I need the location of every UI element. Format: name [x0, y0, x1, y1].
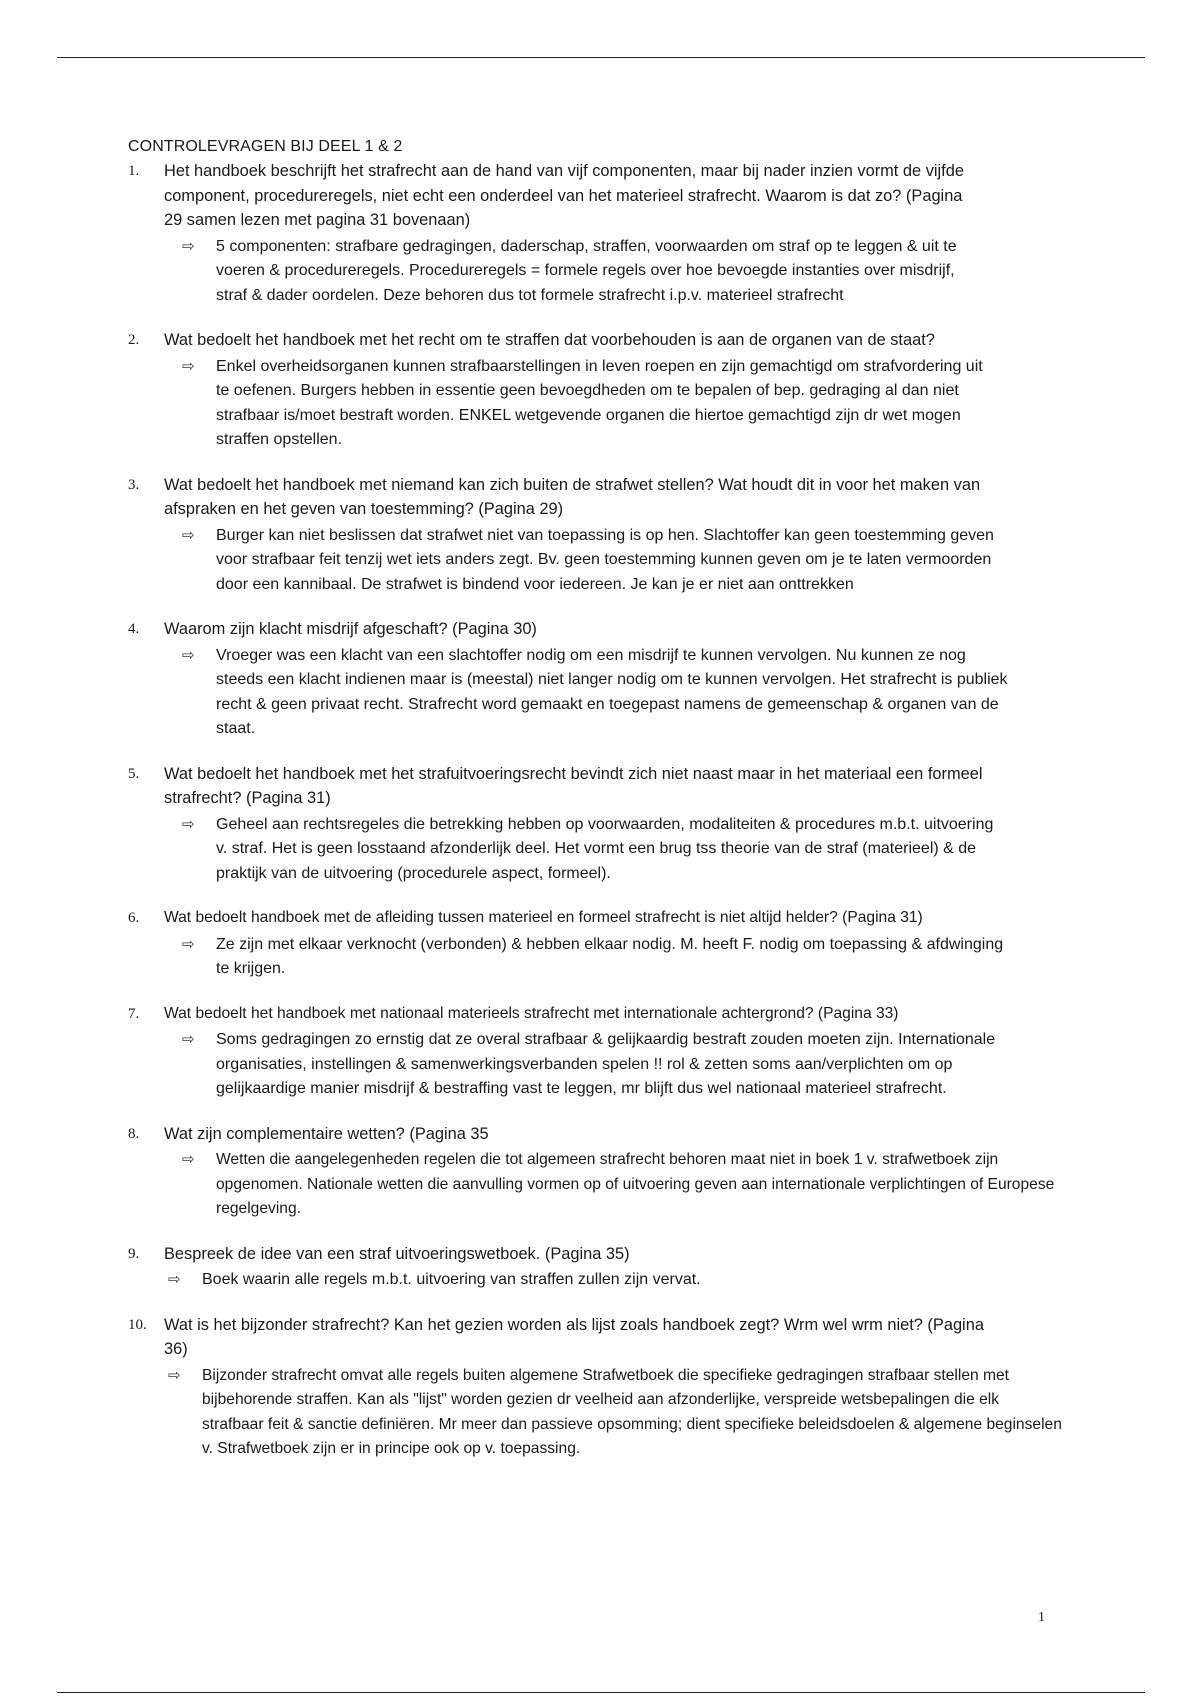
answer-2	[180, 355, 1088, 453]
arrow-right-icon: ⇨	[182, 935, 195, 953]
question-number: 5.	[128, 765, 140, 782]
answer-3	[180, 524, 1088, 598]
question-number: 7.	[128, 1005, 140, 1022]
question-10	[128, 1313, 1088, 1362]
question-8	[128, 1122, 1088, 1147]
answer-6	[180, 933, 1088, 982]
arrow-right-icon: ⇨	[182, 237, 195, 255]
answer-text: 5 componenten: strafbare gedragingen, daderschap, straffen, voorwaarden om straf op te leggen & uit te voeren & procedureregels. Procedureregels = formele regels over hoe bevoegde instanties over misdrijf, straf & dader oordelen. Deze behoren dus tot formele strafrecht i.p.v. materieel strafrecht	[216, 237, 957, 304]
question-text: Het handboek beschrijft het strafrecht aan de hand van vijf componenten, maar bij nader inzien vormt de vijfde component, procedureregels, niet echt een onderdeel van het materieel strafrecht. Waarom is dat zo? (Pagina 29 samen lezen met pagina 31 bovenaan)	[164, 162, 964, 229]
question-number: 6.	[128, 910, 140, 926]
question-text: Wat zijn complementaire wetten? (Pagina 35	[164, 1124, 489, 1143]
question-number: 1.	[128, 163, 140, 179]
page-number: 1	[1038, 1610, 1045, 1625]
question-text: Waarom zijn klacht misdrijf afgeschaft? (Pagina 30)	[164, 620, 537, 638]
question-6	[128, 906, 1088, 931]
arrow-right-icon: ⇨	[182, 815, 195, 833]
question-text: Wat bedoelt het handboek met het strafuitvoeringsrecht bevindt zich niet naast maar in het materiaal een formeel strafrecht? (Pagina 31)	[164, 764, 983, 807]
arrow-right-icon: ⇨	[182, 357, 195, 375]
page-title: CONTROLEVRAGEN BIJ DEEL 1 & 2	[128, 138, 403, 155]
answer-text: Geheel aan rechtsregeles die betrekking hebben op voorwaarden, modaliteiten & procedures m.b.t. uitvoering v. straf. Het is geen losstaand afzonderlijk deel. Het vormt een brug tss theorie van de straf (materieel) & de praktijk van de uitvoering (procedurele aspect, formeel).	[216, 815, 994, 882]
arrow-right-icon: ⇨	[182, 646, 195, 664]
question-text: Wat is het bijzonder strafrecht? Kan het gezien worden als lijst zoals handboek zegt? Wrm wel wrm niet? (Pagina 36)	[164, 1315, 984, 1358]
question-number: 8.	[128, 1125, 140, 1142]
arrow-right-icon: ⇨	[182, 1151, 195, 1168]
question-9	[128, 1242, 1088, 1267]
answer-5	[180, 813, 1088, 887]
answer-text: Soms gedragingen zo ernstig dat ze overal strafbaar & gelijkaardig bestraft zouden moeten zijn. Internationale organisaties, instellingen & samenwerkingsverbanden spelen !! rol & zetten soms aan/verplichten om op gelijkaardige manier misdrijf & bestraffing vast te leggen, mr blijft dus wel nationaal materieel strafrecht.	[216, 1031, 996, 1097]
answer-1	[180, 235, 1088, 309]
answer-10	[166, 1364, 1088, 1462]
footer-rule	[57, 1692, 1145, 1693]
question-text: Wat bedoelt het handboek met niemand kan zich buiten de strafwet stellen? Wat houdt dit in voor het maken van afspraken en het geven van toestemming? (Pagina 29)	[164, 475, 981, 518]
arrow-right-icon: ⇨	[182, 1031, 195, 1048]
answer-text: Boek waarin alle regels m.b.t. uitvoering van straffen zullen zijn vervat.	[202, 1271, 701, 1288]
answer-4	[180, 644, 1088, 742]
answer-text: Wetten die aangelegenheden regelen die tot algemeen strafrecht behoren maat niet in boek 1 v. strafwetboek zijn opgenomen. Nationale wetten die aanvulling vormen op of uitvoering geven aan internationale verplichtingen of Europese regelgeving.	[216, 1151, 1055, 1217]
answer-text: Enkel overheidsorganen kunnen strafbaarstellingen in leven roepen en zijn gemachtigd om strafvordering uit te oefenen. Burgers hebben in essentie geen bevoegdheden om te bepalen of bep. gedraging al dan niet strafbaar is/moet bestraft worden. ENKEL wetgevende organen die hiertoe gemachtigd zijn dr wet mogen straffen opstellen.	[216, 357, 983, 448]
answer-text: Burger kan niet beslissen dat strafwet niet van toepassing is op hen. Slachtoffer kan geen toestemming geven voor strafbaar feit tenzij wet iets anders zegt. Bv. geen toestemming kunnen geven om je te laten vermoorden door een kannibaal. De strafwet is bindend voor iedereen. Je kan je er niet aan onttrekken	[216, 526, 994, 593]
answer-7	[180, 1028, 1088, 1102]
question-3	[128, 473, 1088, 522]
answer-9	[166, 1268, 1088, 1293]
question-5	[128, 762, 1088, 811]
question-number: 9.	[128, 1245, 140, 1262]
question-text: Bespreek de idee van een straf uitvoeringswetboek. (Pagina 35)	[164, 1244, 630, 1263]
question-text: Wat bedoelt het handboek met nationaal materieels strafrecht met internationale achtergrond? (Pagina 33)	[164, 1004, 899, 1022]
question-text: Wat bedoelt het handboek met het recht om te straffen dat voorbehouden is aan de organen van de staat?	[164, 331, 935, 349]
question-number: 4.	[128, 621, 140, 637]
question-number: 2.	[128, 332, 140, 348]
question-2	[128, 328, 1088, 353]
question-7	[128, 1002, 1088, 1027]
question-number: 3.	[128, 476, 140, 493]
document-body	[128, 136, 1088, 1462]
header-rule	[57, 57, 1145, 58]
question-text: Wat bedoelt handboek met de afleiding tussen materieel en formeel strafrecht is niet altijd helder? (Pagina 31)	[164, 909, 923, 926]
answer-text: Vroeger was een klacht van een slachtoffer nodig om een misdrijf te kunnen vervolgen. Nu kunnen ze nog steeds een klacht indienen maar is (meestal) niet langer nodig om te kunnen vervolgen. Het strafrecht is publiek recht & geen privaat recht. Strafrecht word gemaakt en toegepast namens de gemeenschap & organen van de staat.	[216, 646, 1008, 737]
arrow-right-icon: ⇨	[168, 1271, 181, 1288]
answer-text: Ze zijn met elkaar verknocht (verbonden) & hebben elkaar nodig. M. heeft F. nodig om toepassing & afdwinging te krijgen.	[216, 935, 1004, 977]
answer-text: Bijzonder strafrecht omvat alle regels buiten algemene Strafwetboek die specifieke gedragingen strafbaar stellen met bijbehorende straffen. Kan als "lijst" worden gezien dr veelheid aan afzonderlijke, verspreide wetsbepalingen die elk strafbaar feit & sanctie definiëren. Mr meer dan passieve opsomming; dient specifieke beleidsdoelen & algemene beginselen v. Strafwetboek zijn er in principe ook op v. toepassing.	[202, 1366, 1062, 1457]
question-number: 10.	[128, 1316, 147, 1333]
question-1	[128, 159, 1088, 233]
question-4	[128, 617, 1088, 642]
answer-8	[180, 1148, 1088, 1222]
arrow-right-icon: ⇨	[168, 1366, 181, 1384]
arrow-right-icon: ⇨	[182, 526, 195, 544]
